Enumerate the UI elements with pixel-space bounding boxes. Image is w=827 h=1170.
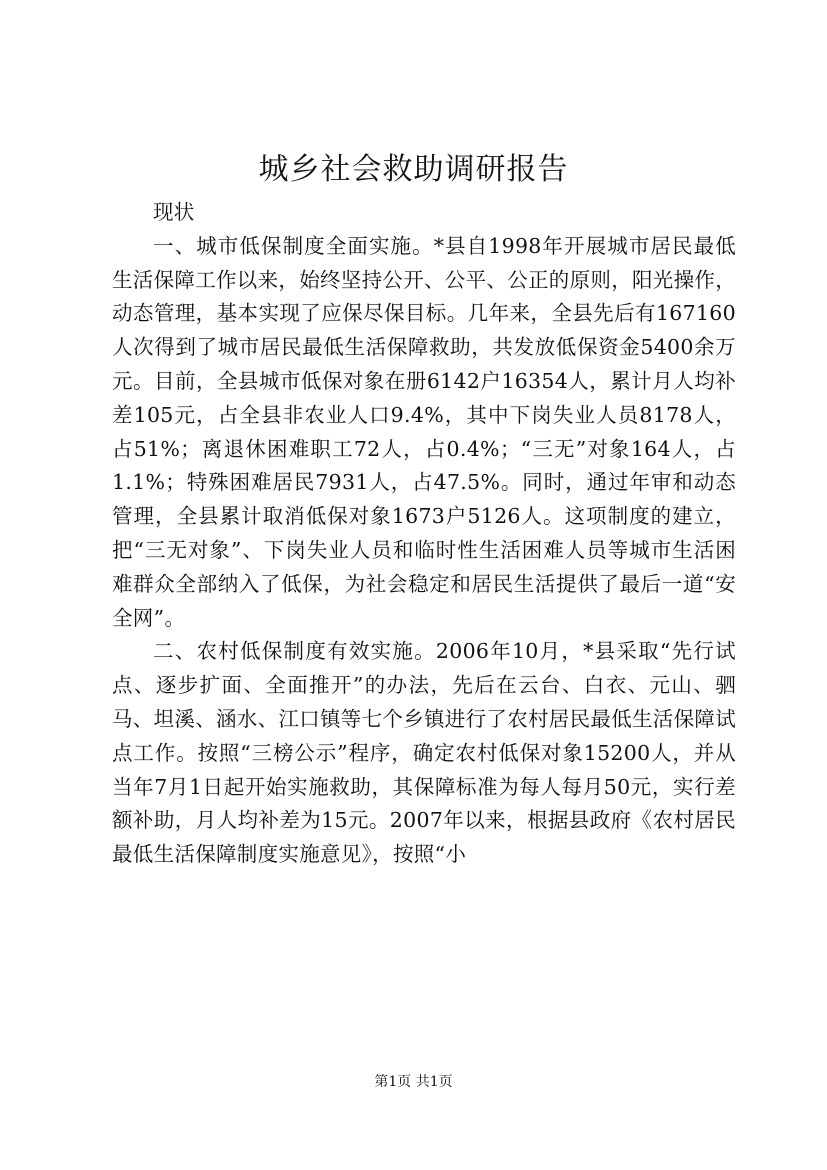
page-title: 城乡社会救助调研报告 [258, 152, 569, 187]
section-heading: 现状 [153, 200, 195, 224]
paragraph-urban-subsistence: 一、城市低保制度全面实施。*县自1998年开展城市居民最低生活保障工作以来，始终坚持公开、公平、公正的原则，阳光操作，动态管理，基本实现了应保尽保目标。几年来，全县先后有167160人次得到了城市居民最低生活保障救助，共发放低保资金5400余万元。目前，全县城市低保对象在册6142户16354人，累计月人均补差105元，占全县非农业人口9.4%，其中下岗失业人员8178人，占51%；离退休困难职工72人，占0.4%；“三无”对象164人，占1.1%；特殊困难居民7931人，占47.5%。同时，通过年审和动态管理，全县累计取消低保对象1673户5126人。这项制度的建立，把“三无对象”、下岗失业人员和临时性生活困难人员等城市生活困难群众全部纳入了低保，为社会稳定和居民生活提供了最后一道“安全网”。 [112, 233, 736, 630]
paragraph-rural-subsistence: 二、农村低保制度有效实施。2006年10月，*县采取“先行试点、逐步扩面、全面推开”的办法，先后在云台、白衣、元山、驷马、坦溪、涵水、江口镇等七个乡镇进行了农村居民最低生活保障试点工作。按照“三榜公示”程序，确定农村低保对象15200人，并从当年7月1日起开始实施救助，其保障标准为每人每月50元，实行差额补助，月人均补差为15元。2007年以来，根据县政府《农村居民最低生活保障制度实施意见》，按照“小 [112, 639, 736, 867]
page-footer: 第1页 共1页 [374, 1074, 453, 1090]
document-body [112, 196, 736, 872]
